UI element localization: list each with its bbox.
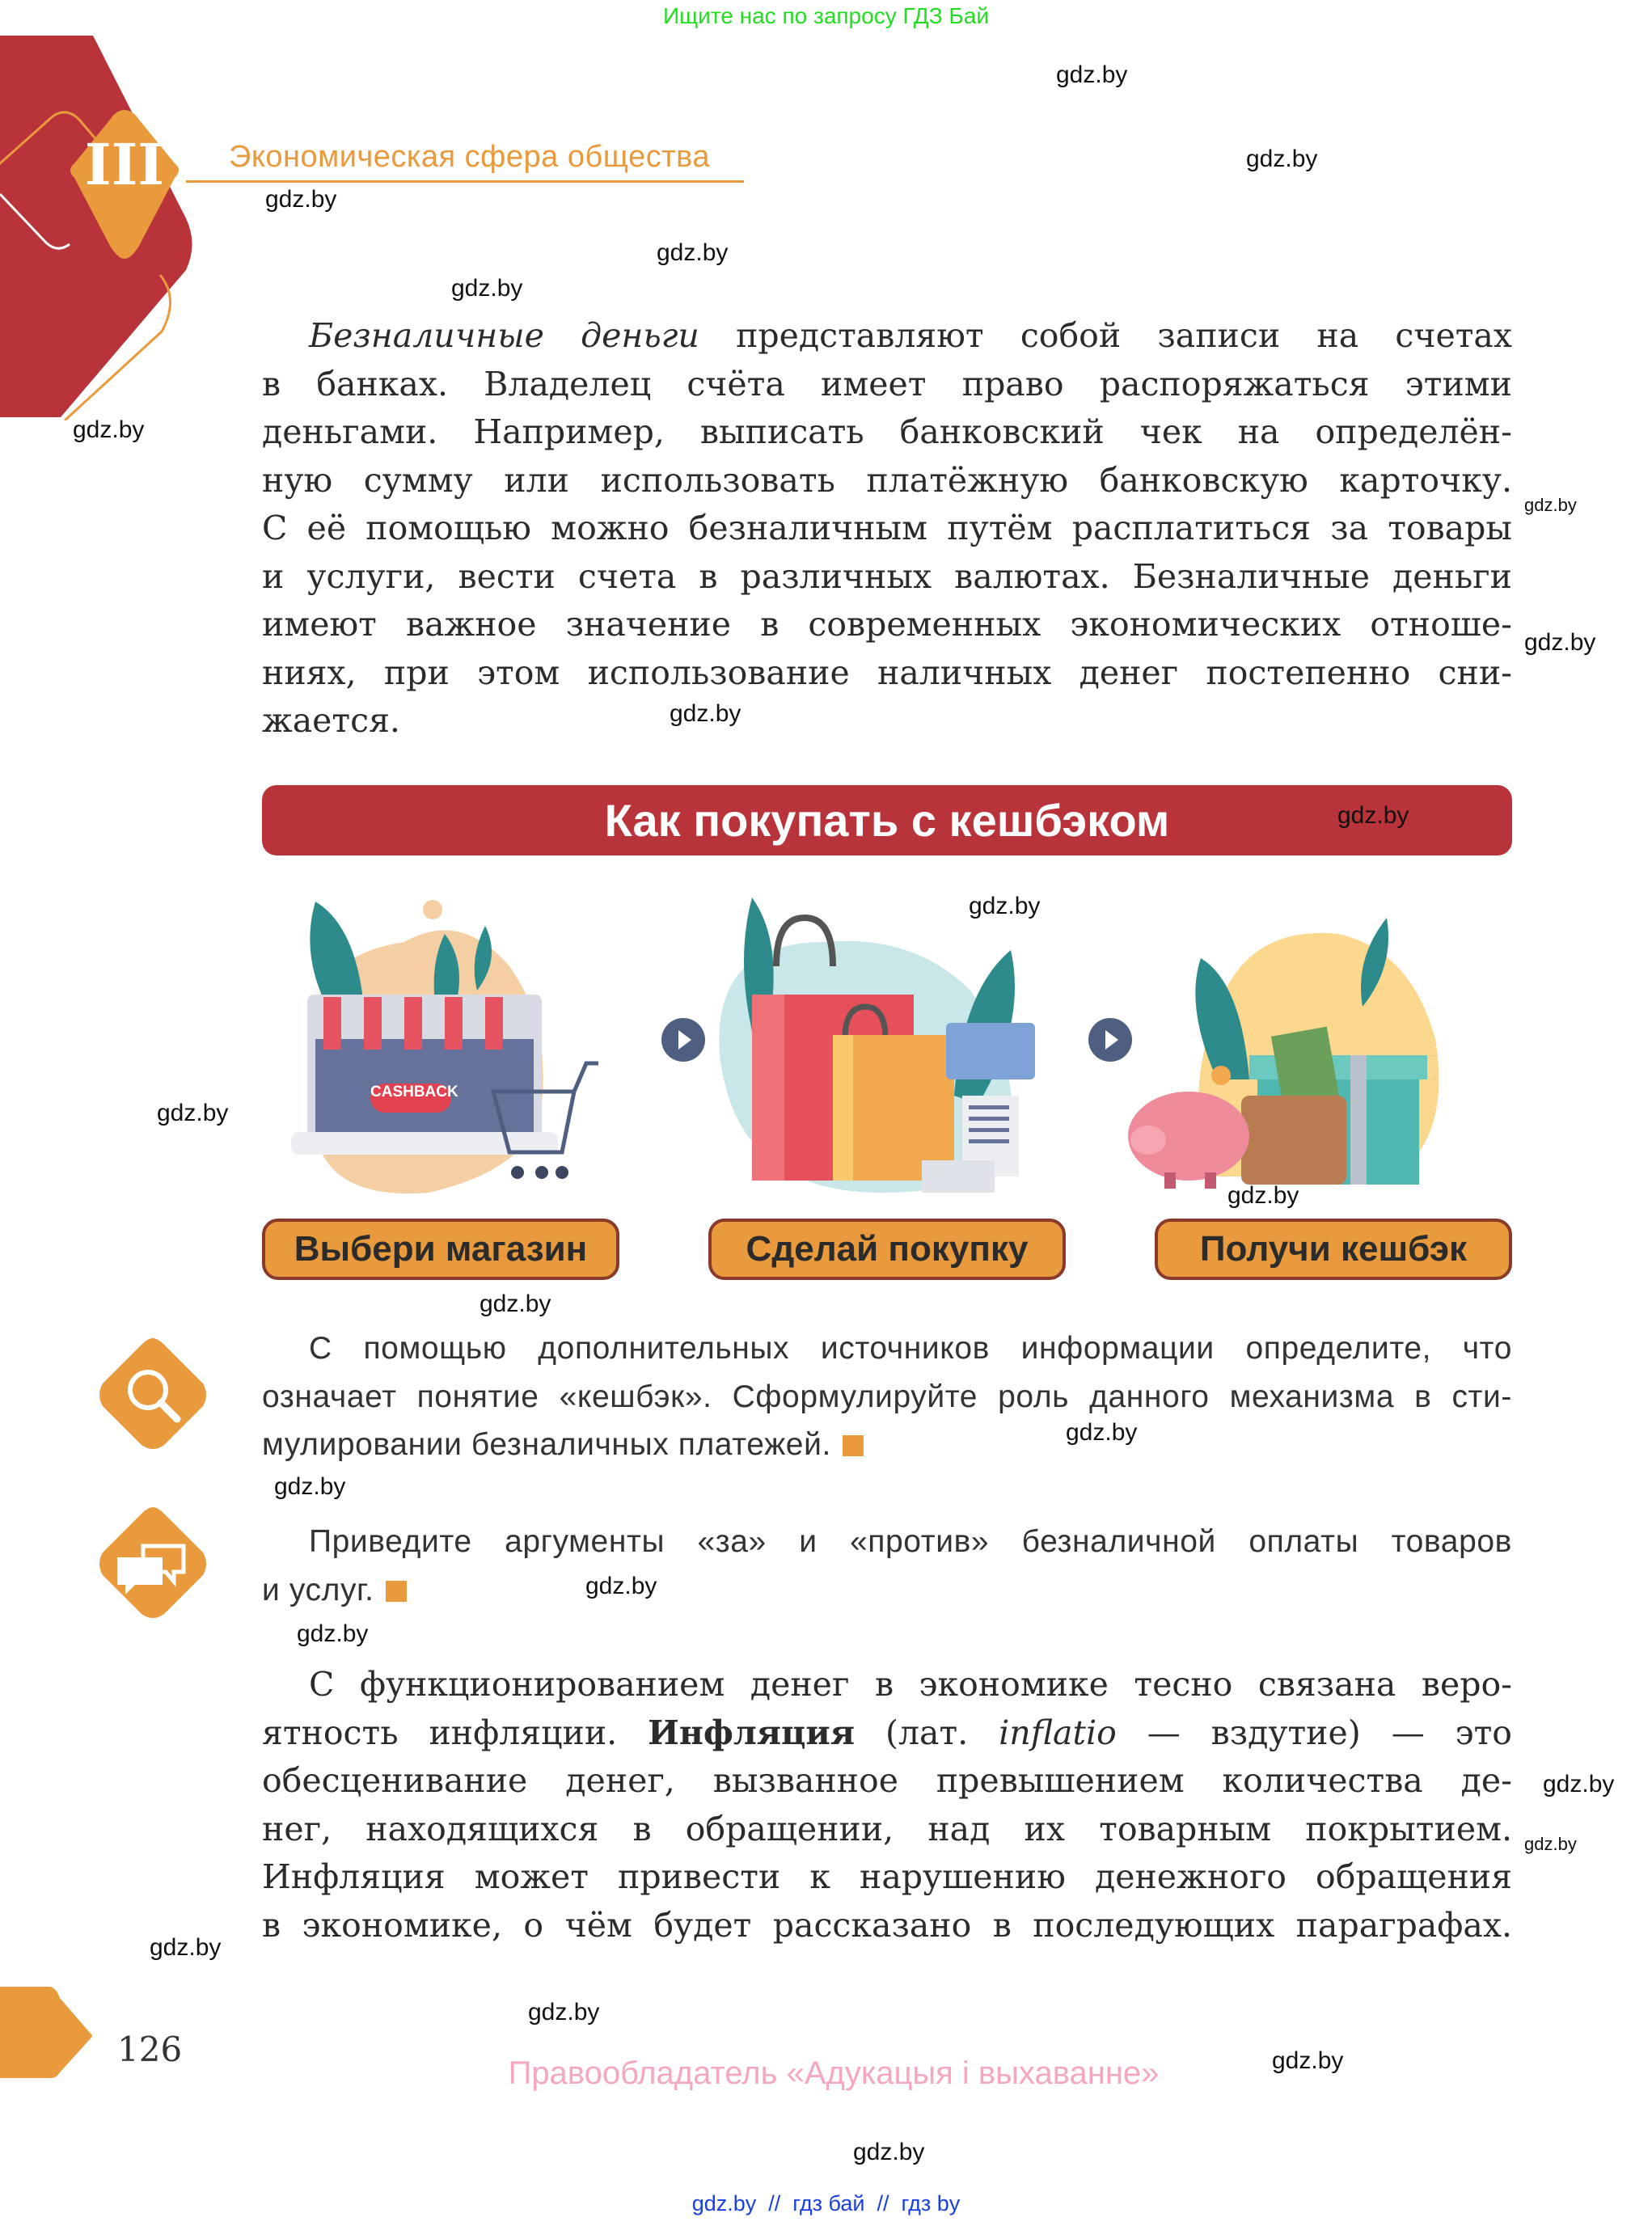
text-line: Приведите аргументы «за» и «против» безналичной оплаты товаров bbox=[309, 1524, 1512, 1559]
text-line: деньгами. Например, выписать банковский чек на определён- bbox=[262, 412, 1512, 451]
footer-links[interactable]: gdz.by // гдз бай // гдз by bbox=[691, 2191, 961, 2216]
text-line: ную сумму или использовать платёжную банковскую карточку. bbox=[262, 460, 1512, 500]
end-marker-icon bbox=[843, 1435, 864, 1456]
text-line: означает понятие «кешбэк». Сформулируйте роль данного механизма в сти- bbox=[262, 1379, 1512, 1414]
footer-links-block bbox=[0, 2191, 1652, 2216]
watermark: gdz.by bbox=[265, 186, 337, 213]
watermark: gdz.by bbox=[1066, 1419, 1138, 1446]
watermark: gdz.by bbox=[297, 1620, 369, 1647]
watermark: gdz.by bbox=[657, 239, 729, 266]
text-line: имеют важное значение в современных экономических отноше- bbox=[262, 605, 1512, 644]
arrow-right-icon bbox=[661, 1017, 706, 1062]
text-line: Инфляция может привести к нарушению денежного обращения bbox=[262, 1857, 1512, 1896]
chapter-numeral: III bbox=[84, 131, 165, 198]
text-line: Безналичные деньги представляют собой записи на счетах bbox=[309, 316, 1512, 355]
search-hint: Ищите нас по запросу ГДЗ Бай bbox=[662, 3, 990, 28]
paragraph-cashless-money bbox=[262, 312, 1512, 746]
chapter-underline bbox=[186, 180, 744, 183]
cashback-banner-title: Как покупать с кешбэком bbox=[604, 795, 1170, 846]
watermark: gdz.by bbox=[1524, 1834, 1577, 1854]
end-marker-icon bbox=[386, 1581, 407, 1602]
watermark: gdz.by bbox=[853, 2139, 925, 2165]
cashback-reward-illustration bbox=[1128, 893, 1508, 1201]
discussion-task-icon bbox=[93, 1504, 213, 1624]
watermark: gdz.by bbox=[1227, 1182, 1299, 1209]
task-pros-cons bbox=[262, 1518, 1512, 1614]
watermark: gdz.by bbox=[157, 1100, 229, 1126]
text-line: и услуги, вести счета в различных валютах. Безналичные деньги bbox=[262, 556, 1512, 596]
text-line: С её помощью можно безналичным путём расплатиться за товары bbox=[262, 509, 1512, 547]
watermark: gdz.by bbox=[73, 416, 145, 443]
copyright-notice: Правообладатель «Адукацыя і выхаванне» bbox=[508, 2055, 1160, 2091]
copyright-block bbox=[0, 2055, 1652, 2092]
text-line: ниях, при этом использование наличных денег постепенно сни- bbox=[262, 653, 1512, 692]
watermark: gdz.by bbox=[451, 275, 523, 302]
watermark: gdz.by bbox=[1337, 802, 1409, 829]
watermark: gdz.by bbox=[1524, 495, 1577, 515]
page-number: 126 bbox=[117, 2030, 183, 2069]
search-task-icon bbox=[93, 1335, 213, 1455]
text-line: жается. bbox=[262, 701, 400, 740]
shop-illustration bbox=[283, 893, 647, 1201]
chapter-title: Экономическая сфера общества bbox=[229, 140, 711, 174]
step-choose-store: Выбери магазин bbox=[262, 1219, 619, 1280]
text-line: нег, находящихся в обращении, над их товарным покрытием. bbox=[262, 1809, 1512, 1848]
arrow-right-icon bbox=[1088, 1017, 1133, 1062]
text-line: С помощью дополнительных источников информации определите, что bbox=[309, 1331, 1512, 1366]
watermark: gdz.by bbox=[670, 700, 741, 727]
cashback-sign: CASHBACK bbox=[370, 1084, 458, 1100]
term-inflation: Инфляция bbox=[648, 1713, 856, 1752]
shopping-bags-illustration bbox=[703, 893, 1051, 1201]
text-line: в банках. Владелец счёта имеет право распоряжаться этими bbox=[262, 364, 1512, 403]
text-line: С функционированием денег в экономике тесно связана веро- bbox=[309, 1665, 1512, 1704]
text-line: в экономике, о чём будет рассказано в последующих параграфах. bbox=[262, 1905, 1512, 1945]
watermark: gdz.by bbox=[528, 1999, 600, 2026]
text-line: и услуг. bbox=[262, 1566, 407, 1615]
text-line: ятность инфляции. Инфляция (лат. inflatio — вздутие) — это bbox=[262, 1713, 1512, 1752]
watermark: gdz.by bbox=[480, 1291, 551, 1317]
task-cashback-research bbox=[262, 1324, 1512, 1469]
watermark: gdz.by bbox=[1524, 629, 1596, 656]
term-cashless-money: Безналичные деньги bbox=[309, 316, 699, 355]
text-line: мулировании безналичных платежей. bbox=[262, 1421, 864, 1469]
watermark: gdz.by bbox=[1056, 61, 1128, 88]
watermark: gdz.by bbox=[1272, 2047, 1344, 2074]
step-make-purchase: Сделай покупку bbox=[708, 1219, 1066, 1280]
watermark: gdz.by bbox=[1543, 1771, 1615, 1797]
text-line: обесценивание денег, вызванное превышением количества де- bbox=[262, 1761, 1512, 1800]
watermark: gdz.by bbox=[1246, 146, 1318, 172]
cashback-banner bbox=[262, 785, 1512, 855]
watermark: gdz.by bbox=[274, 1473, 346, 1500]
paragraph-inflation bbox=[262, 1661, 1512, 1950]
watermark: gdz.by bbox=[150, 1934, 222, 1961]
watermark: gdz.by bbox=[585, 1573, 657, 1599]
step-get-cashback: Получи кешбэк bbox=[1155, 1219, 1512, 1280]
watermark: gdz.by bbox=[969, 893, 1041, 919]
